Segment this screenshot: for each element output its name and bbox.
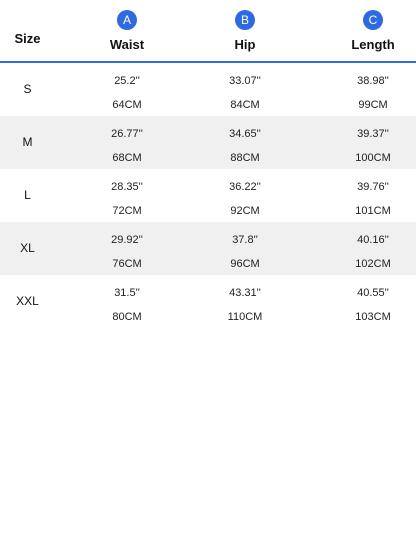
size-label: XXL bbox=[16, 294, 39, 308]
waist-inches: 29.92'' bbox=[111, 234, 143, 246]
hip-cm: 88CM bbox=[230, 152, 260, 164]
table-header bbox=[0, 0, 416, 62]
waist-cm: 64CM bbox=[112, 99, 142, 111]
waist-inches: 28.35'' bbox=[111, 181, 143, 193]
length-column-heading bbox=[318, 10, 416, 52]
waist-cm: 68CM bbox=[112, 152, 142, 164]
hip-inches: 34.65'' bbox=[229, 128, 261, 140]
hip-cm: 84CM bbox=[230, 99, 260, 111]
length-cm: 100CM bbox=[355, 152, 391, 164]
waist-column-heading bbox=[72, 10, 182, 52]
length-cm: 103CM bbox=[355, 311, 391, 323]
table-row bbox=[0, 116, 416, 169]
length-inches: 40.16'' bbox=[357, 234, 389, 246]
waist-cm: 76CM bbox=[112, 258, 142, 270]
length-inches: 40.55'' bbox=[357, 287, 389, 299]
waist-cm: 80CM bbox=[112, 311, 142, 323]
table-row bbox=[0, 169, 416, 222]
hip-cm: 92CM bbox=[230, 205, 260, 217]
waist-inches: 25.2'' bbox=[114, 75, 140, 87]
waist-title: Waist bbox=[109, 37, 145, 52]
hip-cm: 96CM bbox=[230, 258, 260, 270]
length-cm: 101CM bbox=[355, 205, 391, 217]
size-label: L bbox=[24, 188, 31, 202]
length-inches: 38.98'' bbox=[357, 75, 389, 87]
size-label: S bbox=[23, 82, 32, 96]
waist-cm: 72CM bbox=[112, 205, 142, 217]
table-row bbox=[0, 222, 416, 275]
hip-column-heading bbox=[190, 10, 300, 52]
size-label: XL bbox=[20, 241, 35, 255]
hip-inches: 33.07'' bbox=[229, 75, 261, 87]
size-rows bbox=[0, 63, 416, 328]
size-column-heading: Size bbox=[14, 31, 41, 46]
length-inches: 39.37'' bbox=[357, 128, 389, 140]
length-inches: 39.76'' bbox=[357, 181, 389, 193]
waist-badge-icon: A bbox=[117, 10, 137, 30]
hip-inches: 37.8'' bbox=[232, 234, 258, 246]
hip-inches: 43.31'' bbox=[229, 287, 261, 299]
table-row bbox=[0, 275, 416, 328]
waist-inches: 26.77'' bbox=[111, 128, 143, 140]
hip-inches: 36.22'' bbox=[229, 181, 261, 193]
hip-title: Hip bbox=[234, 37, 256, 52]
table-row bbox=[0, 63, 416, 116]
size-label: M bbox=[22, 135, 33, 149]
length-title: Length bbox=[351, 37, 395, 52]
waist-inches: 31.5'' bbox=[114, 287, 140, 299]
hip-badge-icon: B bbox=[235, 10, 255, 30]
length-cm: 102CM bbox=[355, 258, 391, 270]
length-cm: 99CM bbox=[358, 99, 388, 111]
hip-cm: 110CM bbox=[227, 311, 263, 323]
length-badge-icon: C bbox=[363, 10, 383, 30]
